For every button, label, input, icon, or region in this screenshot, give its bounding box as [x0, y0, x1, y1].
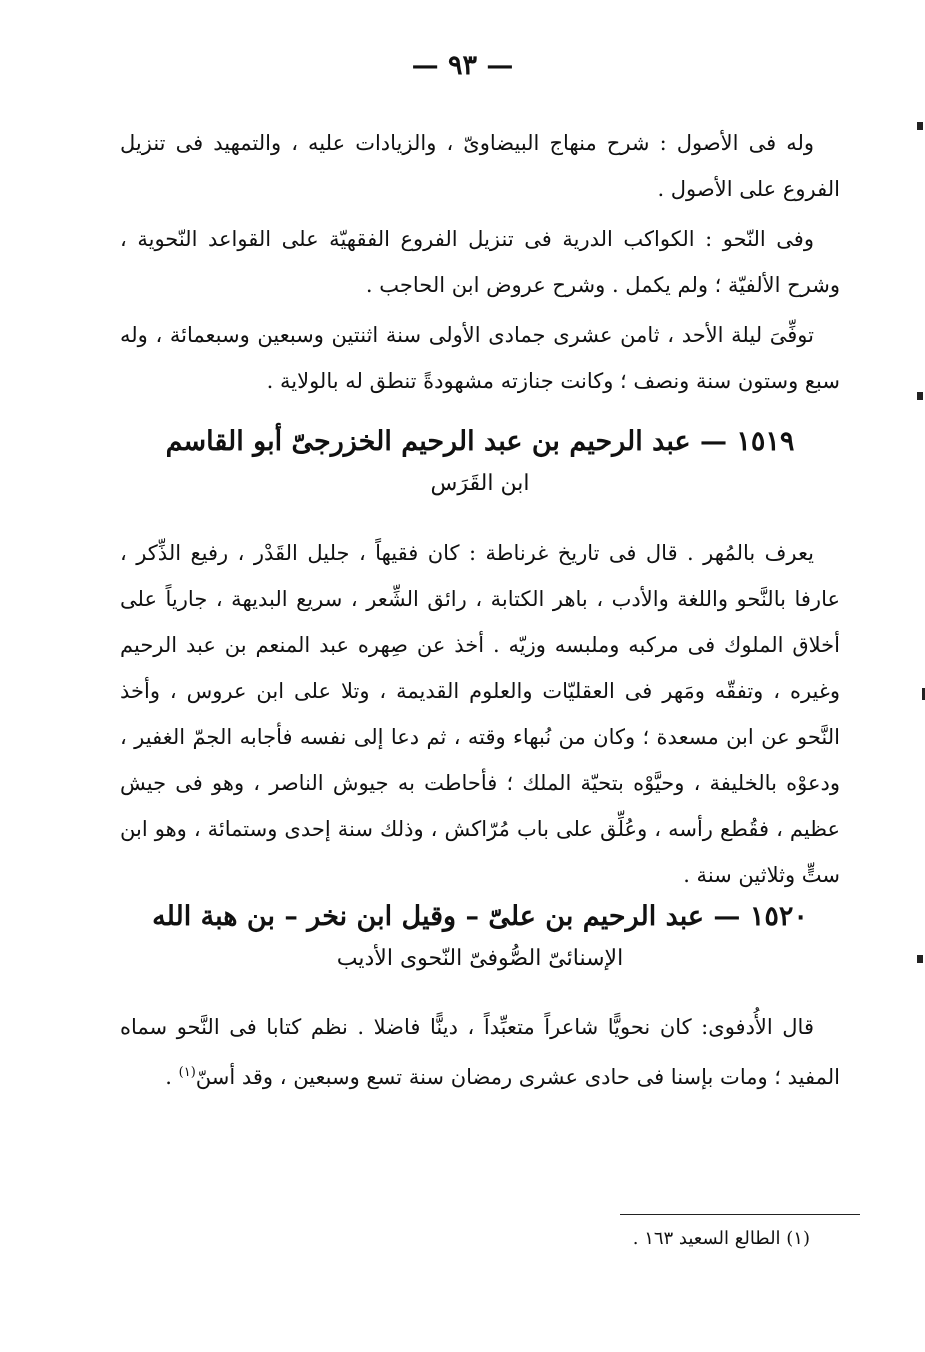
page-number: — ٩٣ —: [411, 50, 514, 81]
entry-1519-text: يعرف بالمُهر . قال فى تاريخ غرناطة : كان فقيهاً ، جليل القَدْر ، رفيع الذِّكر ، عارفا بالنَّحو واللغة والأدب ، باهر الكتابة ، رائق الشِّعر ، سريع البديهة ، جارياً على أخلاق الملوك فى مركبه وملبسه وزيّه . أخذ عن صِهره عبد المنعم بن عبد الرحيم وغيره ، وتفقّه ومَهر فى العقليّات والعلوم القديمة ، وتلا على ابن عروس ، وأخذ النَّحو عن ابن مسعدة ؛ وكان من نُبهاء وقته ، ثم دعا إلى نفسه فأجابه الجمّ الغفير ، ودعوْه بالخليفة ، وحيَّوْه بتحيّة الملك ؛ فأحاطت به جيوش الناصر ، وهو فى جيش عظيم ، فقُطع رأسه ، وعُلِّق على باب مُرّاكش ، وذلك سنة إحدى وستمائة ، وهو ابن ستٍّ وثلاثين سنة .: [120, 541, 840, 887]
footnote-reference: (١): [178, 1065, 196, 1080]
entry-1520-title: ١٥٢٠ — عبد الرحيم بن علىّ – وقيل ابن نخر – بن هبة الله: [152, 901, 808, 932]
entry-1519-title: ١٥١٩ — عبد الرحيم بن عبد الرحيم الخزرجىّ أبو القاسم: [165, 426, 795, 457]
entry-1519-body: [120, 530, 840, 898]
paragraph-usul: وله فى الأصول : شرح منهاج البيضاوىّ ، والزيادات عليه ، والتمهيد فى تنزيل الفروع على الأصول .: [120, 131, 840, 201]
intro-section: [120, 120, 840, 404]
footnote-1: (١) الطالع السعيد ١٦٣ .: [632, 1228, 810, 1249]
scan-mark: [917, 392, 923, 400]
paragraph-death: توفِّىَ ليلة الأحد ، ثامن عشرى جمادى الأولى سنة اثنتين وسبعين وسبعمائة ، وله سبع وستون سنة ونصف ؛ وكانت جنازته مشهودةً تنطق له بالولاية .: [120, 323, 840, 393]
scan-mark: [917, 955, 923, 963]
entry-1520-heading: [120, 895, 840, 979]
entry-1520-text: [120, 1004, 840, 1100]
paragraph-nahw: وفى النّحو : الكواكب الدرية فى تنزيل الفروع الفقهيّة على القواعد النّحوية ، وشرح الألفيّة ؛ ولم يكمل . وشرح عروض ابن الحاجب .: [120, 227, 840, 297]
scan-mark: [917, 122, 923, 130]
entry-1519-heading: [120, 420, 840, 504]
entry-1520-body: [120, 1004, 840, 1100]
entry-1520-text-end: .: [165, 1065, 179, 1089]
entry-1519-subtitle: ابن القَرَس: [430, 471, 530, 496]
footnote-divider: [620, 1214, 860, 1215]
entry-1520-text-main: قال الأُدفوى: كان نحويًّا شاعراً متعبِّداً ، دينًّا فاضلا . نظم كتابا فى النَّحو سماه المفيد ؛ ومات بإسنا فى حادى عشرى رمضان سنة تسع وسبعين ، وقد أسنّ: [120, 1015, 840, 1089]
entry-1520-subtitle: الإسنائىّ الصُّوفىّ النّحوى الأديب: [336, 946, 624, 971]
